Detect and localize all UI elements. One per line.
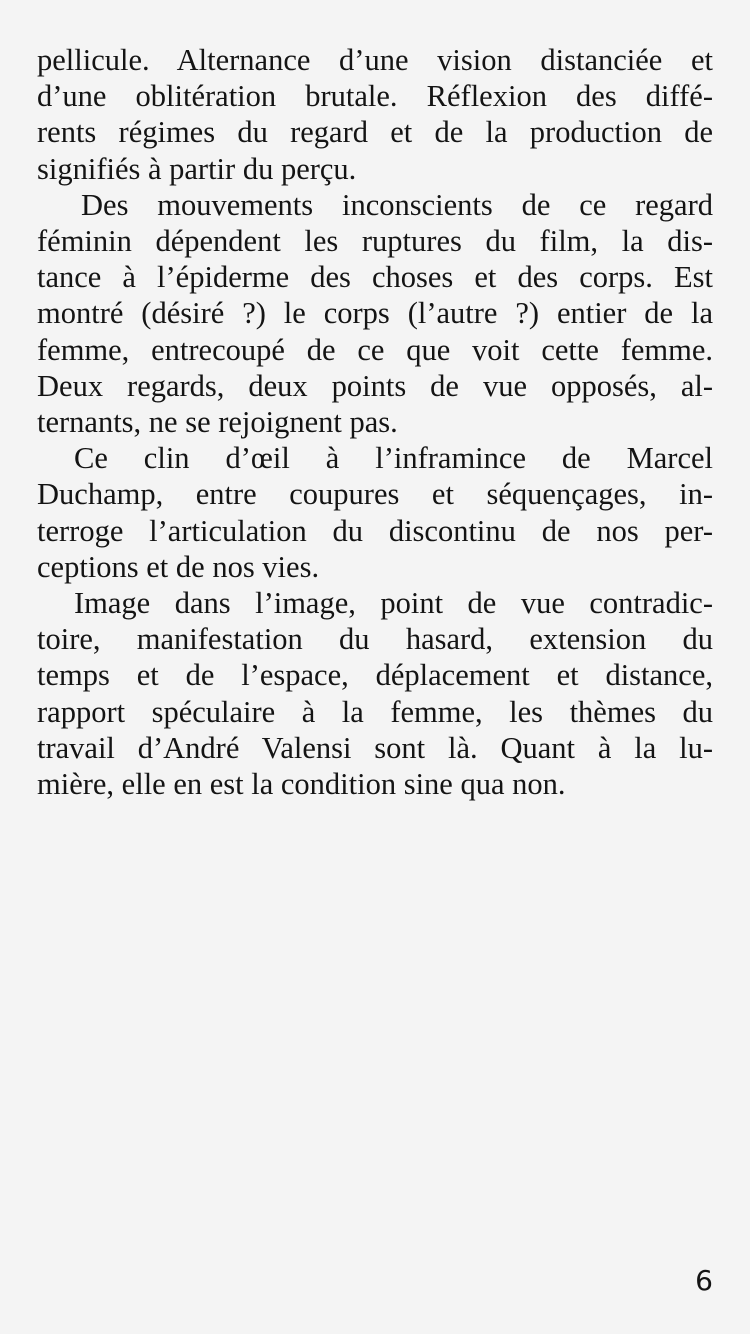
paragraph-2 [37, 187, 713, 440]
body-text [37, 42, 713, 802]
text-line: ceptions et de nos vies. [37, 549, 320, 584]
text-line: signifiés à partir du perçu. [37, 151, 357, 186]
text-line: femme, entrecoupé de ce que voit cette femme. [37, 332, 713, 367]
text-line: terroge l’articulation du discontinu de nos per- [37, 513, 713, 548]
text-line: ternants, ne se rejoignent pas. [37, 405, 398, 440]
text-line: d’une oblitération brutale. Réflexion des diffé- [37, 79, 713, 114]
text-line: mière, elle en est la condition sine qua non. [37, 767, 566, 802]
text-line: temps et de l’espace, déplacement et distance, [37, 658, 713, 693]
text-line: Ce clin d’œil à l’inframince de Marcel [74, 441, 713, 476]
text-line: tance à l’épiderme des choses et des corps. Est [37, 260, 713, 295]
text-line: Deux regards, deux points de vue opposés, al- [37, 368, 713, 403]
text-line: Des mouvements inconscients de ce regard [81, 187, 713, 222]
text-line: rents régimes du regard et de la production de [37, 115, 713, 150]
text-line: pellicule. Alternance d’une vision distanciée et [37, 43, 713, 77]
paragraph-3 [37, 440, 713, 585]
text-line: féminin dépendent les ruptures du film, la dis- [37, 224, 713, 259]
text-line: rapport spéculaire à la femme, les thèmes du [37, 694, 713, 729]
text-line: travail d’André Valensi sont là. Quant à la lu- [37, 730, 713, 765]
text-line: toire, manifestation du hasard, extension du [37, 622, 713, 657]
paragraph-4 [37, 585, 713, 802]
paragraph-1 [37, 42, 713, 187]
text-line: Duchamp, entre coupures et séquençages, in- [37, 477, 713, 512]
text-line: Image dans l’image, point de vue contradic- [74, 586, 713, 621]
text-line: montré (désiré ?) le corps (l’autre ?) entier de la [37, 296, 713, 331]
page-number: 6 [695, 1264, 713, 1297]
